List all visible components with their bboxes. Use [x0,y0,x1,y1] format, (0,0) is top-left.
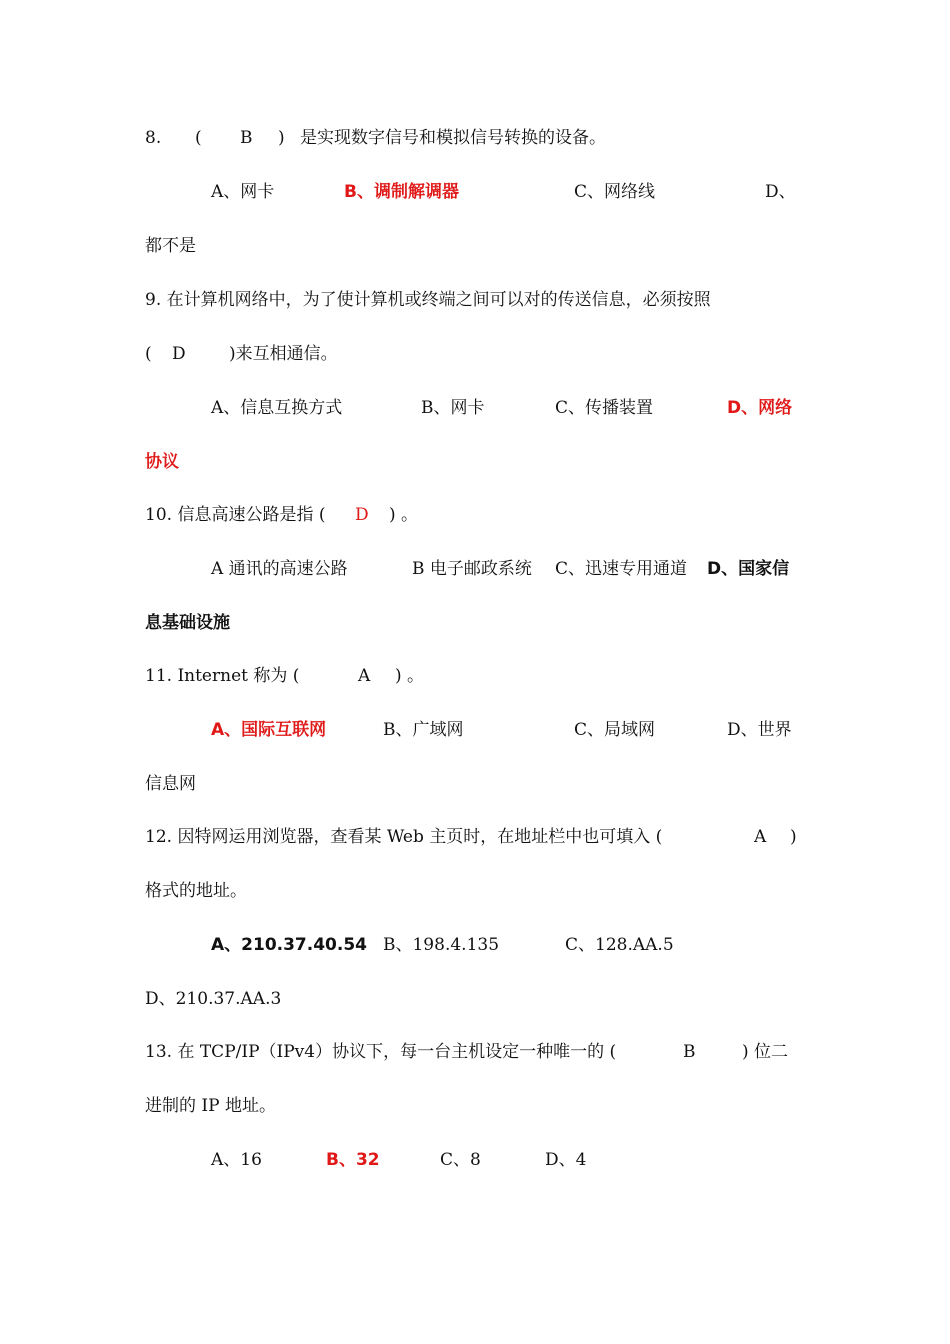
paren-open: ( [195,128,202,148]
answer-letter: D [355,505,369,525]
option-a: A 通讯的高速公路 [211,559,348,579]
question-10-wrap: 息基础设施 [145,613,230,633]
question-text: 10. 信息高速公路是指 ( [145,505,326,525]
question-text: 12. 因特网运用浏览器，查看某 Web 主页时，在地址栏中也可填入 ( [145,827,663,847]
question-9-wrap: 协议 [145,452,179,472]
question-12-option-d: D、210.37.AA.3 [145,989,282,1009]
option-b: B 电子邮政系统 [412,559,532,579]
option-c: C、传播装置 [555,398,654,418]
option-b: B、网卡 [421,398,485,418]
option-d: D、国家信 [707,559,790,579]
question-11-wrap: 信息网 [145,774,196,794]
question-9-stem: 9. 在计算机网络中，为了使计算机或终端之间可以对的传送信息，必须按照 [145,290,711,310]
option-a: A、16 [211,1150,262,1170]
option-a: A、信息互换方式 [211,398,343,418]
paren-close: ) 位二 [742,1042,789,1062]
option-d: D、 [765,182,796,202]
option-b-correct: B、调制解调器 [344,182,459,202]
answer-letter: A [358,666,371,686]
option-a-correct: A、国际互联网 [211,720,327,740]
option-d-correct: D、网络 [727,398,793,418]
answer-letter: D [172,344,186,364]
option-c: C、迅速专用通道 [555,559,688,579]
option-d: D、世界 [727,720,792,740]
paren-close: ) [790,827,797,847]
option-a: A、210.37.40.54 [211,935,367,955]
question-text-end: ) 。 [389,505,419,525]
paren-close: ) [278,128,285,148]
question-text: 13. 在 TCP/IP（IPv4）协议下，每一台主机设定一种唯一的 ( [145,1042,617,1062]
option-b: B、广域网 [383,720,464,740]
answer-letter: A [754,827,767,847]
answer-letter: B [683,1042,696,1062]
option-c: C、局域网 [574,720,656,740]
question-text-end: ) 。 [395,666,425,686]
question-12-stem-cont: 格式的地址。 [145,881,247,901]
question-text: )来互相通信。 [229,344,338,364]
option-a: A、网卡 [211,182,275,202]
option-b: B、198.4.135 [383,935,500,955]
paren-open: ( [145,344,152,364]
option-c: C、8 [440,1150,481,1170]
question-text: 11. Internet 称为 ( [145,666,300,686]
question-number: 8. [145,128,162,148]
option-b-correct: B、32 [326,1150,380,1170]
option-d: D、4 [545,1150,587,1170]
question-13-stem-cont: 进制的 IP 地址。 [145,1096,276,1116]
question-8-wrap: 都不是 [145,236,196,256]
option-c: C、网络线 [574,182,656,202]
question-text: 是实现数字信号和模拟信号转换的设备。 [300,128,606,148]
answer-letter: B [240,128,253,148]
option-c: C、128.AA.5 [565,935,674,955]
